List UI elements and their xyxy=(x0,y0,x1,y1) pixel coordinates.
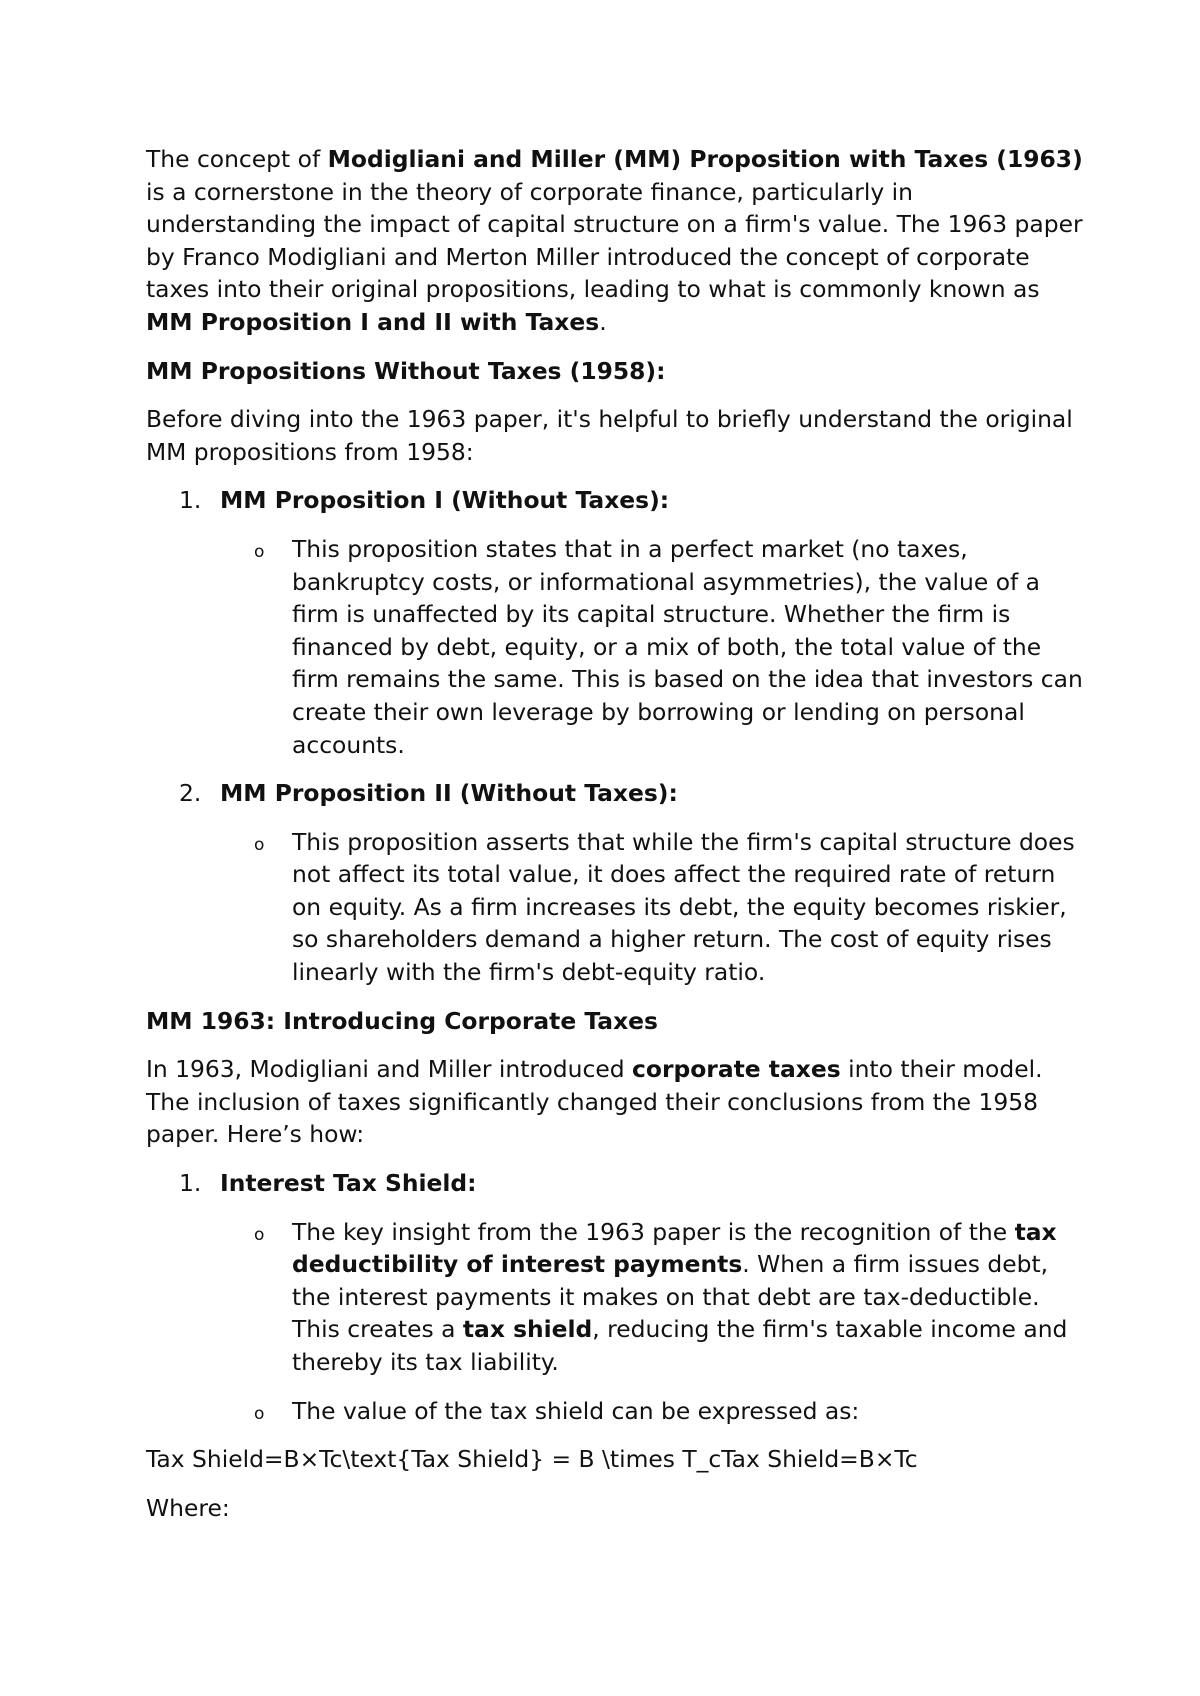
where-label: Where: xyxy=(146,1493,230,1522)
bullet-text-part: , reducing the firm's taxable income and thereby its tax liability. xyxy=(292,1315,1068,1376)
intro-text: is a cornerstone in the theory of corporate finance, particularly in understanding the impact of capital structure on a firm's value. The 1963 paper by Franco Modigliani and Merton Miller introduced the concept of corporate taxes into their original propositions, leading to what is commonly known as xyxy=(146,177,1083,304)
bullet-item xyxy=(146,826,1086,989)
list-number: 1. xyxy=(179,486,202,515)
list-item-proposition-1 xyxy=(146,484,1086,517)
bullet-text xyxy=(292,1218,1067,1376)
bullet-text: The value of the tax shield can be expressed as: xyxy=(292,1396,860,1425)
bold-corporate-taxes: corporate taxes xyxy=(632,1055,841,1084)
bullet-text: This proposition asserts that while the firm's capital structure does not affect its total value, it does affect the required rate of return on equity. As a firm increases its debt, the equity becomes riskier, so shareholders demand a higher return. The cost of equity rises linearly with the firm's debt-equity ratio. xyxy=(292,827,1075,987)
intro-text: The concept of xyxy=(146,145,328,173)
list-number: 2. xyxy=(179,779,202,808)
section-heading-corporate-taxes: MM 1963: Introducing Corporate Taxes xyxy=(146,1006,658,1035)
bullet-item xyxy=(146,533,1086,761)
section-intro-paragraph: Before diving into the 1963 paper, it's helpful to briefly understand the original MM propositions from 1958: xyxy=(146,405,1073,466)
bullet-item xyxy=(146,1395,1086,1428)
bullet-circle-icon: o xyxy=(254,1403,265,1424)
bullet-text-part: . When a firm issues debt, the interest payments it makes on that debt are tax-deductible. This creates a xyxy=(292,1250,1049,1344)
bullet-circle-icon: o xyxy=(254,1224,265,1245)
list-item-title: MM Proposition II (Without Taxes): xyxy=(220,779,678,808)
formula-line: Tax Shield=B×Tc\text{Tax Shield} = B \times T_cTax Shield=B×Tc xyxy=(146,1445,918,1474)
bullet-text-part: The key insight from the 1963 paper is the recognition of the xyxy=(292,1217,1015,1246)
section-heading-without-taxes: MM Propositions Without Taxes (1958): xyxy=(146,356,666,385)
intro-paragraph xyxy=(146,143,1086,339)
intro-text: into their model. The inclusion of taxes significantly changed their conclusions from the 1958 paper. Here’s how: xyxy=(146,1055,1043,1149)
intro-text: In 1963, Modigliani and Miller introduced xyxy=(146,1055,633,1084)
list-item-title: MM Proposition I (Without Taxes): xyxy=(220,486,670,515)
intro-bold-propositions: MM Proposition I and II with Taxes xyxy=(146,307,600,336)
list-item-interest-tax-shield xyxy=(146,1167,1086,1200)
bullet-circle-icon: o xyxy=(254,834,265,855)
list-number: 1. xyxy=(179,1169,202,1198)
intro-text: . xyxy=(599,307,607,336)
intro-bold-title: Modigliani and Miller (MM) Proposition with Taxes (1963) xyxy=(327,145,1083,173)
document-page xyxy=(146,143,1086,1540)
list-item-title: Interest Tax Shield: xyxy=(220,1169,477,1198)
bold-tax-deductibility: tax deductibility of interest payments xyxy=(292,1217,1057,1279)
bullet-item xyxy=(146,1216,1086,1379)
bullet-text: This proposition states that in a perfect market (no taxes, bankruptcy costs, or informational asymmetries), the value of a firm is unaffected by its capital structure. Whether the firm is financed by debt, equity, or a mix of both, the total value of the firm remains the same. This is based on the idea that investors can create their own leverage by borrowing or lending on personal accounts. xyxy=(292,534,1083,759)
bold-tax-shield: tax shield xyxy=(462,1315,593,1344)
bullet-circle-icon: o xyxy=(254,541,265,562)
list-item-proposition-2 xyxy=(146,777,1086,810)
section-intro-paragraph xyxy=(146,1053,1086,1151)
